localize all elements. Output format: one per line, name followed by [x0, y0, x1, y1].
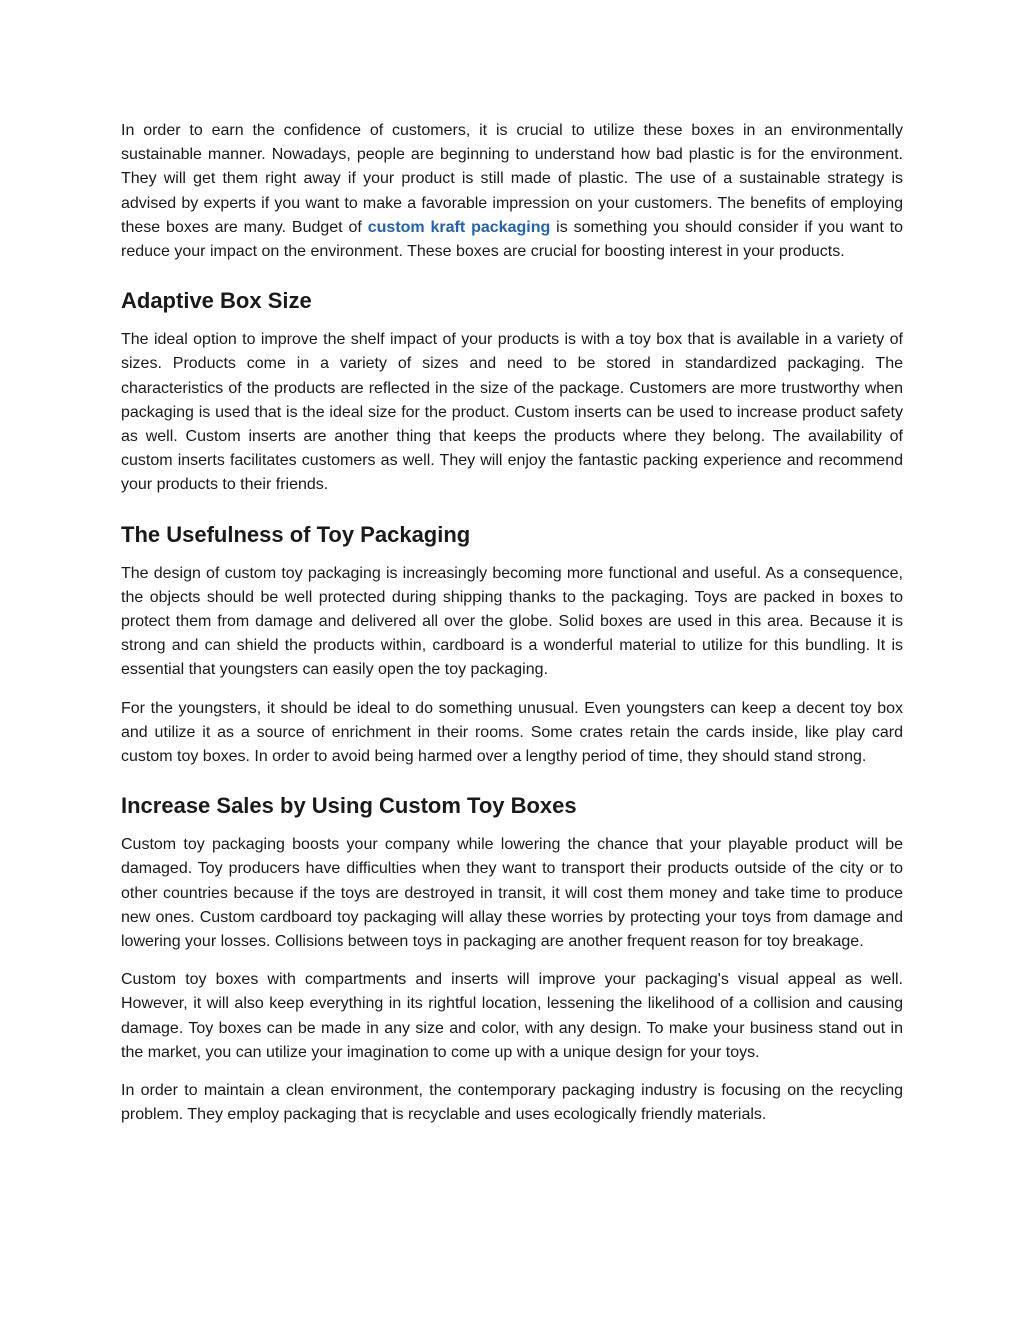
intro-paragraph: [121, 119, 903, 264]
section-paragraph: For the youngsters, it should be ideal to do something unusual. Even youngsters can keep a decent toy box and utilize it as a source of enrichment in their rooms. Some crates retain the cards inside, like play card custom toy boxes. In order to avoid being harmed over a lengthy period of time, they should stand strong.: [121, 699, 903, 766]
intro-text-before: In order to earn the confidence of customers, it is crucial to utilize these boxes in an environmentally sustainable manner. Nowadays, people are beginning to understand how bad plastic is for the environment. They will get them right away if your product is still made of plastic. The use of a sustainable strategy is advised by experts if you want to make a favorable impression on your customers. The benefits of employing these boxes are many. Budget of: [121, 122, 903, 236]
section-paragraph: Custom toy packaging boosts your company while lowering the chance that your playable product will be damaged. Toy producers have difficulties when they want to transport their products outside of the city or to other countries because if the toys are destroyed in transit, it will cost them money and take time to produce new ones. Custom cardboard toy packaging will allay these worries by protecting your toys from damage and lowering your losses. Collisions between toys in packaging are another frequent reason for toy breakage.: [121, 836, 903, 951]
section-heading-increase-sales: Increase Sales by Using Custom Toy Boxes: [121, 793, 577, 819]
section-paragraph: The design of custom toy packaging is increasingly becoming more functional and useful. As a consequence, the objects should be well protected during shipping thanks to the packaging. Toys are packed in boxes to protect them from damage and delivered all over the globe. Solid boxes are used in this area. Because it is strong and can shield the products within, cardboard is a wonderful material to utilize for this bundling. It is essential that youngsters can easily open the toy packaging.: [121, 564, 903, 679]
document-page: [121, 119, 903, 1142]
section-paragraph: In order to maintain a clean environment, the contemporary packaging industry is focusing on the recycling problem. They employ packaging that is recyclable and uses ecologically friendly materials.: [121, 1082, 903, 1124]
section-paragraph: The ideal option to improve the shelf impact of your products is with a toy box that is available in a variety of sizes. Products come in a variety of sizes and need to be stored in standardized packaging. The characteristics of the products are reflected in the size of the package. Customers are more trustworthy when packaging is used that is the ideal size for the product. Custom inserts can be used to increase product safety as well. Custom inserts are another thing that keeps the products where they belong. The availability of custom inserts facilitates customers as well. They will enjoy the fantastic packing experience and recommend your products to their friends.: [121, 331, 903, 494]
section-heading-adaptive-box-size: Adaptive Box Size: [121, 288, 312, 314]
section-heading-usefulness-toy-packaging: The Usefulness of Toy Packaging: [121, 521, 471, 547]
custom-kraft-packaging-link[interactable]: custom kraft packaging: [367, 218, 551, 236]
intro-text-after: is something you should consider if you want to reduce your impact on the environment. These boxes are crucial for boosting interest in your products.: [121, 218, 903, 261]
section-paragraph: Custom toy boxes with compartments and inserts will improve your packaging's visual appeal as well. However, it will also keep everything in its rightful location, lessening the likelihood of a collision and causing damage. Toy boxes can be made in any size and color, with any design. To make your business stand out in the market, you can utilize your imagination to come up with a unique design for your toys.: [121, 971, 903, 1061]
